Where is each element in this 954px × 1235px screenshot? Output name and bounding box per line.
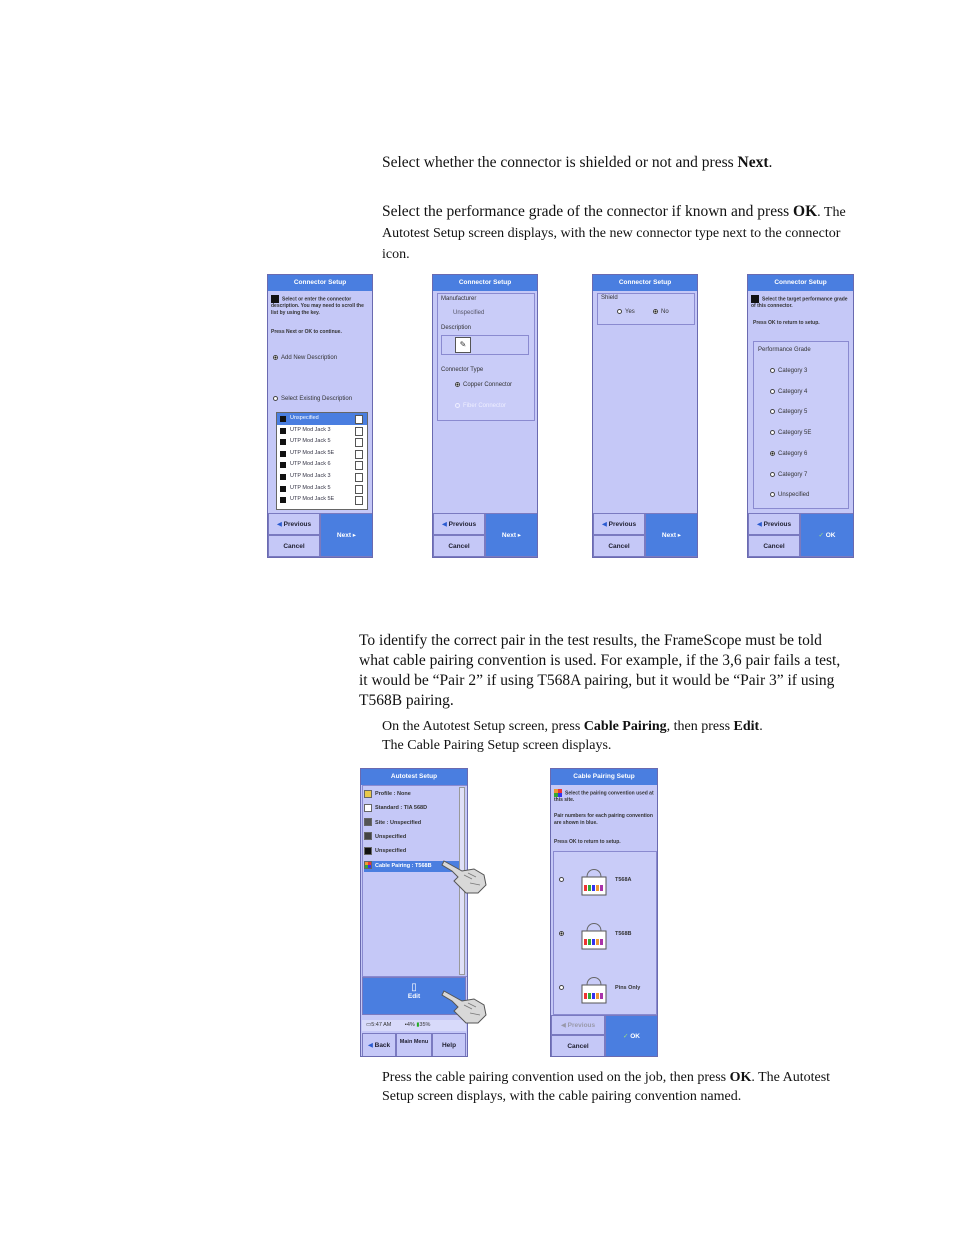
setup-row[interactable]: Site : Unspecified [364,818,421,829]
setup-row[interactable]: Unspecified [364,846,406,857]
instruction-shield: Select whether the connector is shielded or not and press Next. [382,154,773,171]
previous-button[interactable]: ◀ Previous [268,513,320,535]
list-item[interactable]: Unspecified [277,413,367,425]
screen-instruction: Select the target performance grade of this connector. [751,296,848,310]
main-menu-button[interactable]: Main Menu [396,1033,432,1057]
list-item[interactable]: UTP Mod Jack 5 [277,483,367,495]
setup-row[interactable]: Profile : None [364,789,411,800]
grade-frame [753,341,849,509]
grade-label: Performance Grade [758,347,811,353]
connector-icon [280,439,286,445]
previous-button[interactable]: ◀ Previous [593,513,645,535]
document-icon [355,473,363,482]
next-button[interactable]: Next ▸ [645,513,698,557]
help-button[interactable]: Help [432,1033,466,1057]
radio-grade[interactable]: Category 3 [770,368,807,374]
previous-button[interactable]: ◀ Previous [433,513,485,535]
instruction-grade: Select the performance grade of the connector if known and press OK. The Autotest Setup screen displays, with the new connector type next to the connector icon. [382,203,846,262]
connector-setup-screen-shield [592,274,698,558]
screen-title: Connector Setup [748,275,853,291]
connector-icon [271,295,279,303]
radio-grade[interactable]: Category 4 [770,389,807,395]
cancel-button[interactable]: Cancel [551,1035,605,1057]
jack-pinout-icon [579,919,609,953]
pairing-icon [364,861,372,869]
connector-fields-frame [437,293,535,421]
edit-icon[interactable]: ✎ [455,337,471,353]
jack-pinout-icon [579,865,609,899]
document-icon [355,438,363,447]
pointing-hand-icon [440,985,490,1027]
edit-button[interactable]: ▯ Edit [362,977,466,1015]
status-time: 5:47 AM [371,1022,392,1028]
document-icon [355,461,363,470]
press-hint: Press OK to return to setup. [753,320,820,326]
screen-instruction: Select the pairing convention used at this site. [554,790,654,804]
description-label: Description [441,325,472,331]
connector-icon [280,462,286,468]
jack-pinout-icon [579,973,609,1007]
cancel-button[interactable]: Cancel [433,535,485,557]
battery-icon: ▪ [404,1022,407,1028]
press-hint: Press OK to return to setup. [554,839,621,845]
description-field[interactable] [441,335,529,355]
screen-title: Connector Setup [433,275,537,291]
radio-fiber[interactable]: Fiber Connector [455,403,506,409]
signal-icon: ▮ [416,1022,420,1028]
radio-grade[interactable]: Unspecified [770,492,809,498]
setup-row[interactable]: Unspecified [364,832,406,843]
connector-icon [280,451,286,457]
pairing-icon [554,789,562,797]
screen-instruction: Select or enter the connector description. You may need to scroll the list by using the key. [271,296,364,317]
pointing-hand-icon [440,855,490,897]
radio-no[interactable]: No [653,309,669,315]
connector-setup-screen-type [432,274,538,558]
document-icon [355,415,363,424]
list-item[interactable]: UTP Mod Jack 3 [277,471,367,483]
status-pct2: 35% [419,1022,431,1028]
document-icon [355,485,363,494]
document-icon [355,450,363,459]
connector-icon [280,416,286,422]
radio-select-existing[interactable]: Select Existing Description [273,396,352,402]
pairing-option[interactable]: Pins Only [557,973,653,1007]
connector-setup-screen-grade [747,274,854,558]
radio-copper[interactable]: Copper Connector [455,382,512,388]
list-item[interactable]: UTP Mod Jack 5 [277,436,367,448]
manufacturer-value[interactable]: Unspecified [453,310,485,316]
previous-button[interactable]: ◀ Previous [551,1015,605,1035]
manufacturer-label: Manufacturer [441,296,477,302]
cancel-button[interactable]: Cancel [268,535,320,557]
next-button[interactable]: Next ▸ [485,513,538,557]
list-item[interactable]: UTP Mod Jack 3 [277,425,367,437]
screen-title: Autotest Setup [361,769,467,785]
connector-icon [280,428,286,434]
radio-grade[interactable]: Category 6 [770,451,807,457]
instruction-select-pairing: Press the cable pairing convention used on the job, then press OK. The Autotest Setup screen displays, with the cable pairing convention named. [382,1070,831,1104]
cancel-button[interactable]: Cancel [748,535,800,557]
setup-row[interactable]: Cable Pairing : T568B [364,861,459,872]
list-item[interactable]: UTP Mod Jack 6 [277,459,367,471]
pairing-option[interactable]: T568A [557,865,653,899]
pairing-note: Pair numbers for each pairing convention are shown in blue. [554,813,653,826]
clock-icon: ▭ [366,1022,372,1028]
pairing-option[interactable]: T568B [557,919,653,953]
site-icon [364,818,372,826]
cable-pairing-setup-screen [550,768,658,1057]
list-item[interactable]: UTP Mod Jack 5E [277,494,367,506]
connector-icon [364,847,372,855]
previous-button[interactable]: ◀ Previous [748,513,800,535]
connector-type-label: Connector Type [441,367,484,373]
document-icon [355,496,363,505]
next-button[interactable]: Next ▸ [320,513,373,557]
document-icon [364,804,372,812]
list-item[interactable]: UTP Mod Jack 5E [277,448,367,460]
connector-icon [280,497,286,503]
radio-yes[interactable]: Yes [617,309,635,315]
shield-label: Shield [601,295,618,301]
description-list[interactable] [276,412,368,510]
ok-button[interactable]: ✓ OK [605,1015,658,1057]
press-hint: Press Next or OK to continue. [271,329,342,335]
screen-title: Cable Pairing Setup [551,769,657,785]
connector-icon [751,295,759,303]
radio-add-new[interactable]: Add New Description [273,355,337,361]
back-button[interactable]: ◀ Back [362,1033,396,1057]
status-pct1: 4% [406,1022,415,1028]
radio-grade[interactable]: Category 7 [770,472,807,478]
folder-icon [364,790,372,798]
instruction-cable-pairing: On the Autotest Setup screen, press Cable Pairing, then press Edit. The Cable Pairing Setup screen displays. [382,719,763,753]
connector-setup-screen-description [267,274,373,558]
cable-icon [364,832,372,840]
screen-title: Connector Setup [268,275,372,291]
radio-grade[interactable]: Category 5 [770,409,807,415]
screen-title: Connector Setup [593,275,697,291]
cancel-button[interactable]: Cancel [593,535,645,557]
connector-icon [280,474,286,480]
edit-icon: ▯ [411,982,417,993]
ok-button[interactable]: ✓ OK [800,513,854,557]
radio-grade[interactable]: Category 5E [770,430,811,436]
document-icon [355,427,363,436]
setup-row[interactable]: Standard : TIA 568D [364,803,427,814]
pairing-explanation: To identify the correct pair in the test results, the FrameScope must be told what cable pairing convention is used. For example, if the 3,6 pair fails a test, it would be “Pair 2” if using T568A pairing, but it would be “Pair 3” if using T568B pairing. [359,632,841,709]
connector-icon [280,486,286,492]
